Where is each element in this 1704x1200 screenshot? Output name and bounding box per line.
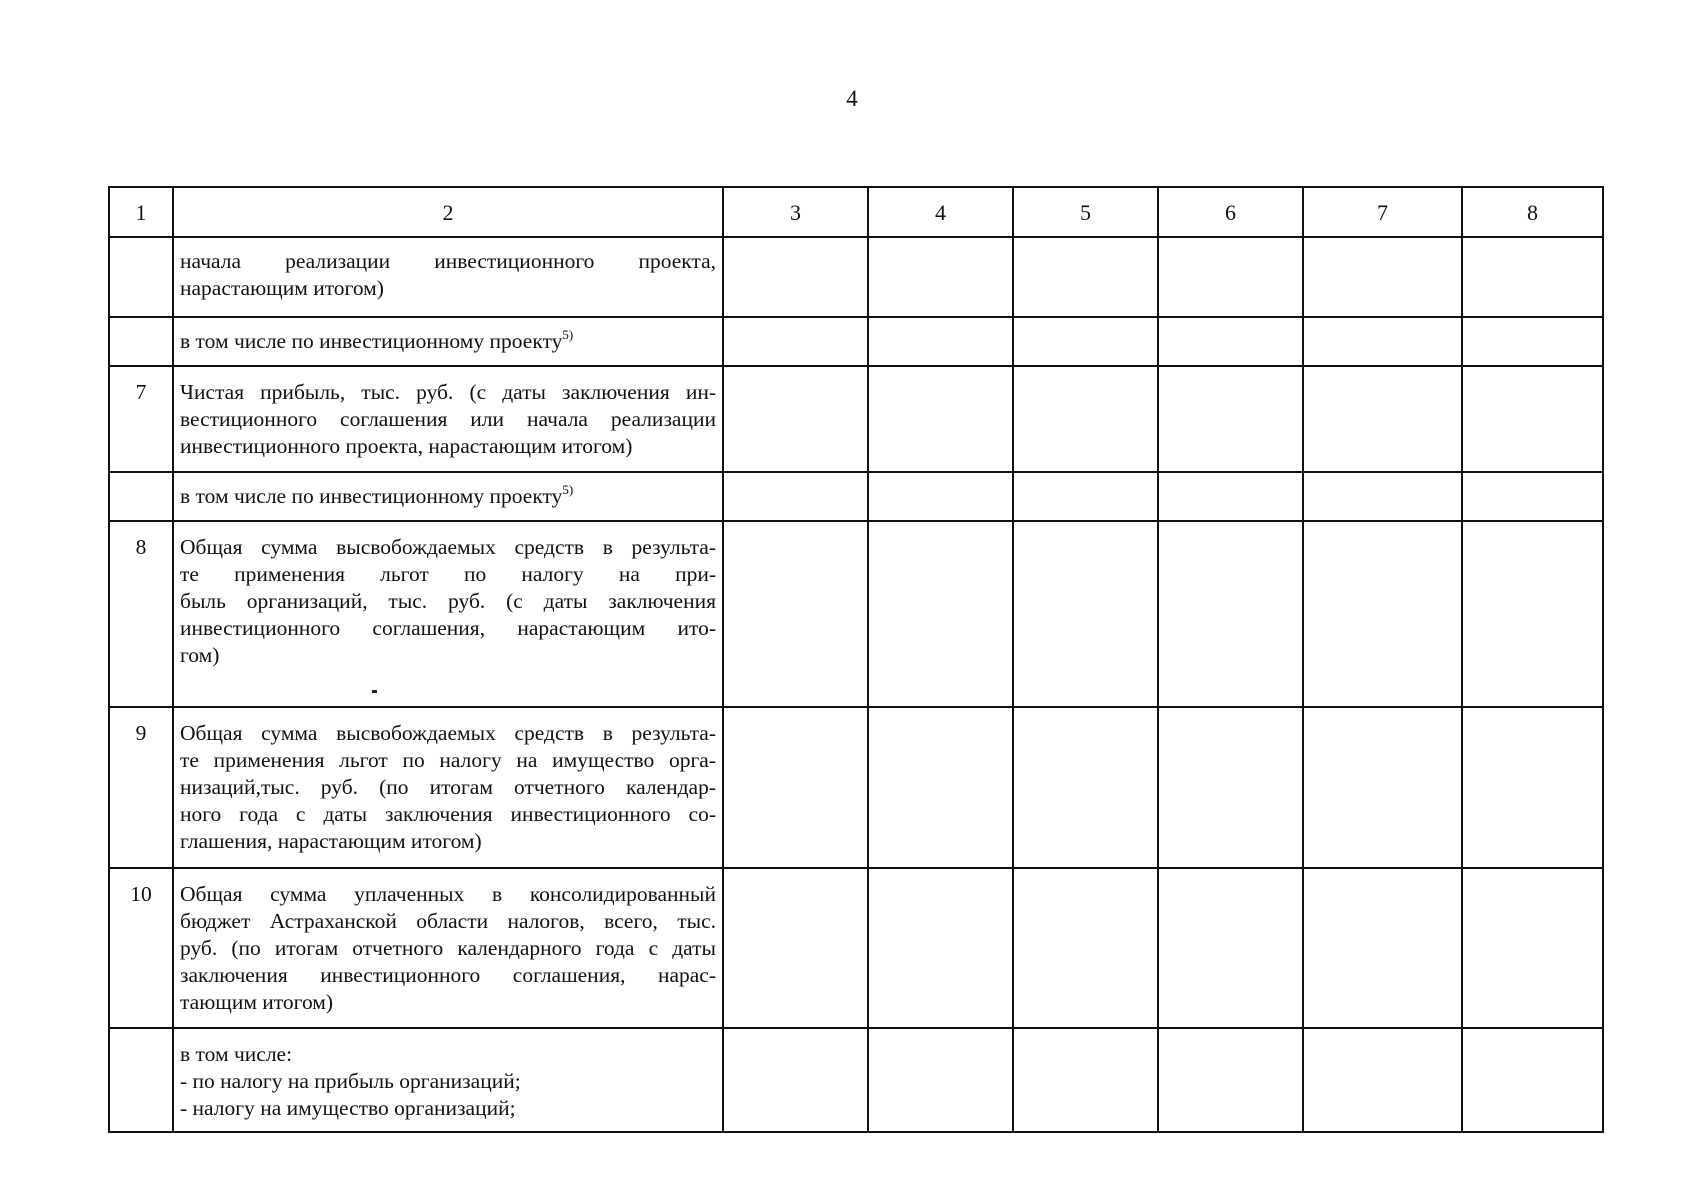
value-cell [1462, 237, 1603, 317]
value-cell [723, 237, 868, 317]
row-number: 10 [109, 868, 173, 1028]
value-cell [1303, 472, 1462, 521]
footnote-marker: 5) [562, 482, 574, 497]
value-cell [1303, 707, 1462, 868]
row-description [173, 472, 723, 521]
value-cell [723, 317, 868, 366]
description-line: в том числе по инвестиционному проекту [180, 329, 563, 353]
value-cell [723, 868, 868, 1028]
table-header-row [109, 187, 1603, 237]
row-description [173, 1028, 723, 1132]
header-cell: 1 [109, 187, 173, 237]
value-cell [1158, 237, 1303, 317]
description-line: Общая сумма уплаченных в консолидированный [180, 882, 716, 906]
value-cell [1462, 366, 1603, 472]
table-row [109, 707, 1603, 868]
table-row [109, 1028, 1603, 1132]
description-line: инвестиционного соглашения, нарастающим ито- [180, 616, 716, 640]
value-cell [1303, 237, 1462, 317]
value-cell [1013, 366, 1158, 472]
value-cell [1462, 707, 1603, 868]
value-cell [1013, 521, 1158, 707]
value-cell [1462, 472, 1603, 521]
value-cell [723, 366, 868, 472]
header-cell: 2 [173, 187, 723, 237]
value-cell [1158, 317, 1303, 366]
row-number: 9 [109, 707, 173, 868]
value-cell [1158, 472, 1303, 521]
description-line: Общая сумма высвобождаемых средств в результа- [180, 535, 716, 559]
value-cell [1303, 521, 1462, 707]
description-line: бюджет Астраханской области налогов, всего, тыс. [180, 909, 716, 933]
value-cell [723, 521, 868, 707]
value-cell [723, 472, 868, 521]
row-description [173, 237, 723, 317]
description-line: заключения инвестиционного соглашения, нарас- [180, 963, 716, 987]
value-cell [1158, 521, 1303, 707]
description-line: вестиционного соглашения или начала реализации [180, 407, 716, 431]
row-description [173, 521, 723, 707]
description-line: инвестиционного проекта, нарастающим итогом) [180, 434, 633, 458]
value-cell [868, 237, 1013, 317]
value-cell [1462, 868, 1603, 1028]
header-cell: 6 [1158, 187, 1303, 237]
description-line: те применения льгот по налогу на при- [180, 562, 716, 586]
value-cell [1462, 317, 1603, 366]
description-line: Общая сумма высвобождаемых средств в результа- [180, 721, 716, 745]
row-number [109, 472, 173, 521]
value-cell [868, 1028, 1013, 1132]
description-line: - налогу на имущество организаций; [180, 1096, 516, 1120]
page-number: 4 [846, 86, 858, 111]
description-line: те применения льгот по налогу на имущество орга- [180, 748, 716, 772]
value-cell [1303, 317, 1462, 366]
value-cell [868, 707, 1013, 868]
value-cell [1013, 317, 1158, 366]
value-cell [868, 317, 1013, 366]
value-cell [1013, 1028, 1158, 1132]
value-cell [868, 472, 1013, 521]
value-cell [1462, 521, 1603, 707]
value-cell [1013, 472, 1158, 521]
value-cell [1158, 707, 1303, 868]
description-line: руб. (по итогам отчетного календарного года с даты [180, 936, 716, 960]
row-description [173, 366, 723, 472]
header-cell: 4 [868, 187, 1013, 237]
table-row [109, 317, 1603, 366]
value-cell [1158, 1028, 1303, 1132]
description-line: ного года с даты заключения инвестиционного со- [180, 802, 716, 826]
value-cell [1462, 1028, 1603, 1132]
description-line: гом) [180, 643, 220, 667]
value-cell [868, 366, 1013, 472]
value-cell [1013, 237, 1158, 317]
row-description [173, 317, 723, 366]
value-cell [1303, 1028, 1462, 1132]
table-row [109, 237, 1603, 317]
value-cell [1303, 868, 1462, 1028]
row-description [173, 707, 723, 868]
header-cell: 5 [1013, 187, 1158, 237]
value-cell [1158, 868, 1303, 1028]
value-cell [1013, 868, 1158, 1028]
description-line: Чистая прибыль, тыс. руб. (с даты заключения ин- [180, 380, 716, 404]
row-number [109, 1028, 173, 1132]
footnote-marker: 5) [562, 327, 574, 342]
table-row [109, 472, 1603, 521]
value-cell [1303, 366, 1462, 472]
header-cell: 7 [1303, 187, 1462, 237]
scan-mark [372, 690, 377, 693]
row-number: 7 [109, 366, 173, 472]
value-cell [723, 707, 868, 868]
row-number: 8 [109, 521, 173, 707]
report-table [108, 186, 1604, 1133]
description-line: глашения, нарастающим итогом) [180, 829, 482, 853]
table-row [109, 868, 1603, 1028]
row-number [109, 237, 173, 317]
header-cell: 8 [1462, 187, 1603, 237]
description-line: в том числе: [180, 1042, 293, 1066]
value-cell [1158, 366, 1303, 472]
value-cell [868, 868, 1013, 1028]
value-cell [868, 521, 1013, 707]
description-line: низаций,тыс. руб. (по итогам отчетного календар- [180, 775, 716, 799]
description-line: быль организаций, тыс. руб. (с даты заключения [180, 589, 716, 613]
value-cell [1013, 707, 1158, 868]
table-row [109, 366, 1603, 472]
value-cell [723, 1028, 868, 1132]
description-line: - по налогу на прибыль организаций; [180, 1069, 521, 1093]
row-description [173, 868, 723, 1028]
header-cell: 3 [723, 187, 868, 237]
description-line: тающим итогом) [180, 990, 334, 1014]
description-line: в том числе по инвестиционному проекту [180, 484, 563, 508]
description-line: начала реализации инвестиционного проекта, [180, 249, 716, 273]
row-number [109, 317, 173, 366]
table-row [109, 521, 1603, 707]
description-line: нарастающим итогом) [180, 276, 384, 300]
